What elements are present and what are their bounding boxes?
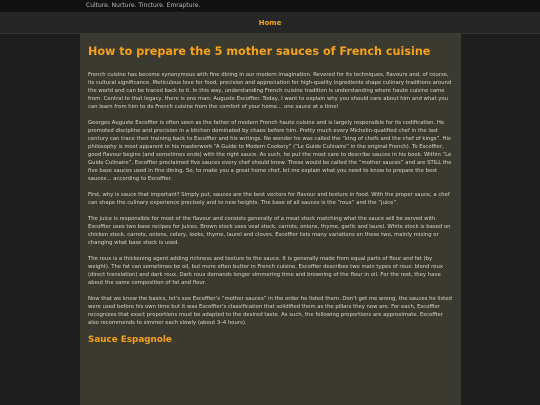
paragraph-escoffier: Georges Auguste Escoffier is often seen as the father of modern French haute cuisine and is largely responsible for its codification. He promoted discipline and precision in a kitchen dominated by chaos before him. Pretty much every Michelin-qualified chef in the last century can trace their training back to Escoffier and his writings. No wonder he was called the “king of chefs and the chef of kings”. His philosophy is most apparent in his masterwork “A Guide to Modern Cookery” (“Le Guide Culinaire” in the original French). To Escoffier, good flavour begins (and sometimes ends) with the right sauce. As such, he put the most care to describe sauces in his book. Within “Le Guide Culinaire”, Escoffier proclaimed five sauces every chef should know. These would be called the “mother sauces” and are STILL the five base sauces used in fine dining. So, to make you a great home chef, let me explain what you need to know to prepare the best sauces… according to Escoffier.	[88, 120, 452, 182]
paragraph-mother-sauces: Now that we know the basics, let’s see Escoffier’s “mother sauces” in the order he listed them. Don’t get me wrong, the sauces he listed were used before his own time but it was Escoffier’s classification that solidified them as the pillars they now are. For each, Escoffier recognizes that exact proportions must be adapted to the desired taste. As such, the following proportions are approximate. Escoffier also recommends to simmer each slowly (about 3–4 hours).	[88, 296, 452, 326]
paragraph-intro: French cuisine has become synonymous with fine dining in our modern imagination. Revered for its techniques, flavours and, of course, its cultural significance. Meticulous love for food, precision and appreciation for high-quality ingredients shape culinary traditions around the world and can be traced back to it. In this way, understanding French cuisine tradition is understanding where haute cuisine came from. Central to that legacy, there is one man: Auguste Escoffier. Today, I want to explain why you should care about him and what you can learn from him to do French cuisine from the comfort of your home… one sauce at a time!	[88, 72, 452, 110]
article-content	[80, 33, 461, 345]
article-page	[80, 33, 461, 405]
section-heading: Sauce Espagnole	[88, 335, 172, 345]
article-title: How to prepare the 5 mother sauces of French cuisine	[88, 45, 431, 58]
paragraph-juice: The juice is responsible for most of the flavour and consists generally of a meat stock matching what the sauce will be served with. Escoffier uses two base recipes for juices. Brown stock uses veal stock, carrots, onions, thyme, garlic and laurel. White stock is based on chicken stock, carrots, onions, celery, leeks, thyme, laurel and cloves. Escoffier lists many variations on these two, mainly mixing or changing what base stock is used.	[88, 216, 451, 246]
nav-home-link[interactable]: Home	[258, 19, 282, 27]
paragraph-roux: The roux is a thickening agent adding richness and texture to the sauce. It is generally made from equal parts of flour and fat (by weight). The fat can sometimes be oil, but more often butter in French cuisine. Escoffier describes two main types of roux: blond roux (direct translation) and dark roux. Dark roux demands longer simmering time and browning of the flour in oil. For the rest, they have about the same composition of fat and flour.	[88, 256, 443, 286]
site-tagline: Culture. Nurture. Tincture. Emrapture.	[86, 2, 201, 9]
paragraph-why-sauce: First, why is sauce that important? Simply put, sauces are the best vectors for flavour and texture in food. With the proper sauce, a chef can shape the culinary experience precisely and to new heights. The base of all sauces is the “roux” and the “juice”.	[88, 192, 450, 206]
top-bar	[0, 0, 540, 13]
main-navigation	[0, 13, 540, 34]
